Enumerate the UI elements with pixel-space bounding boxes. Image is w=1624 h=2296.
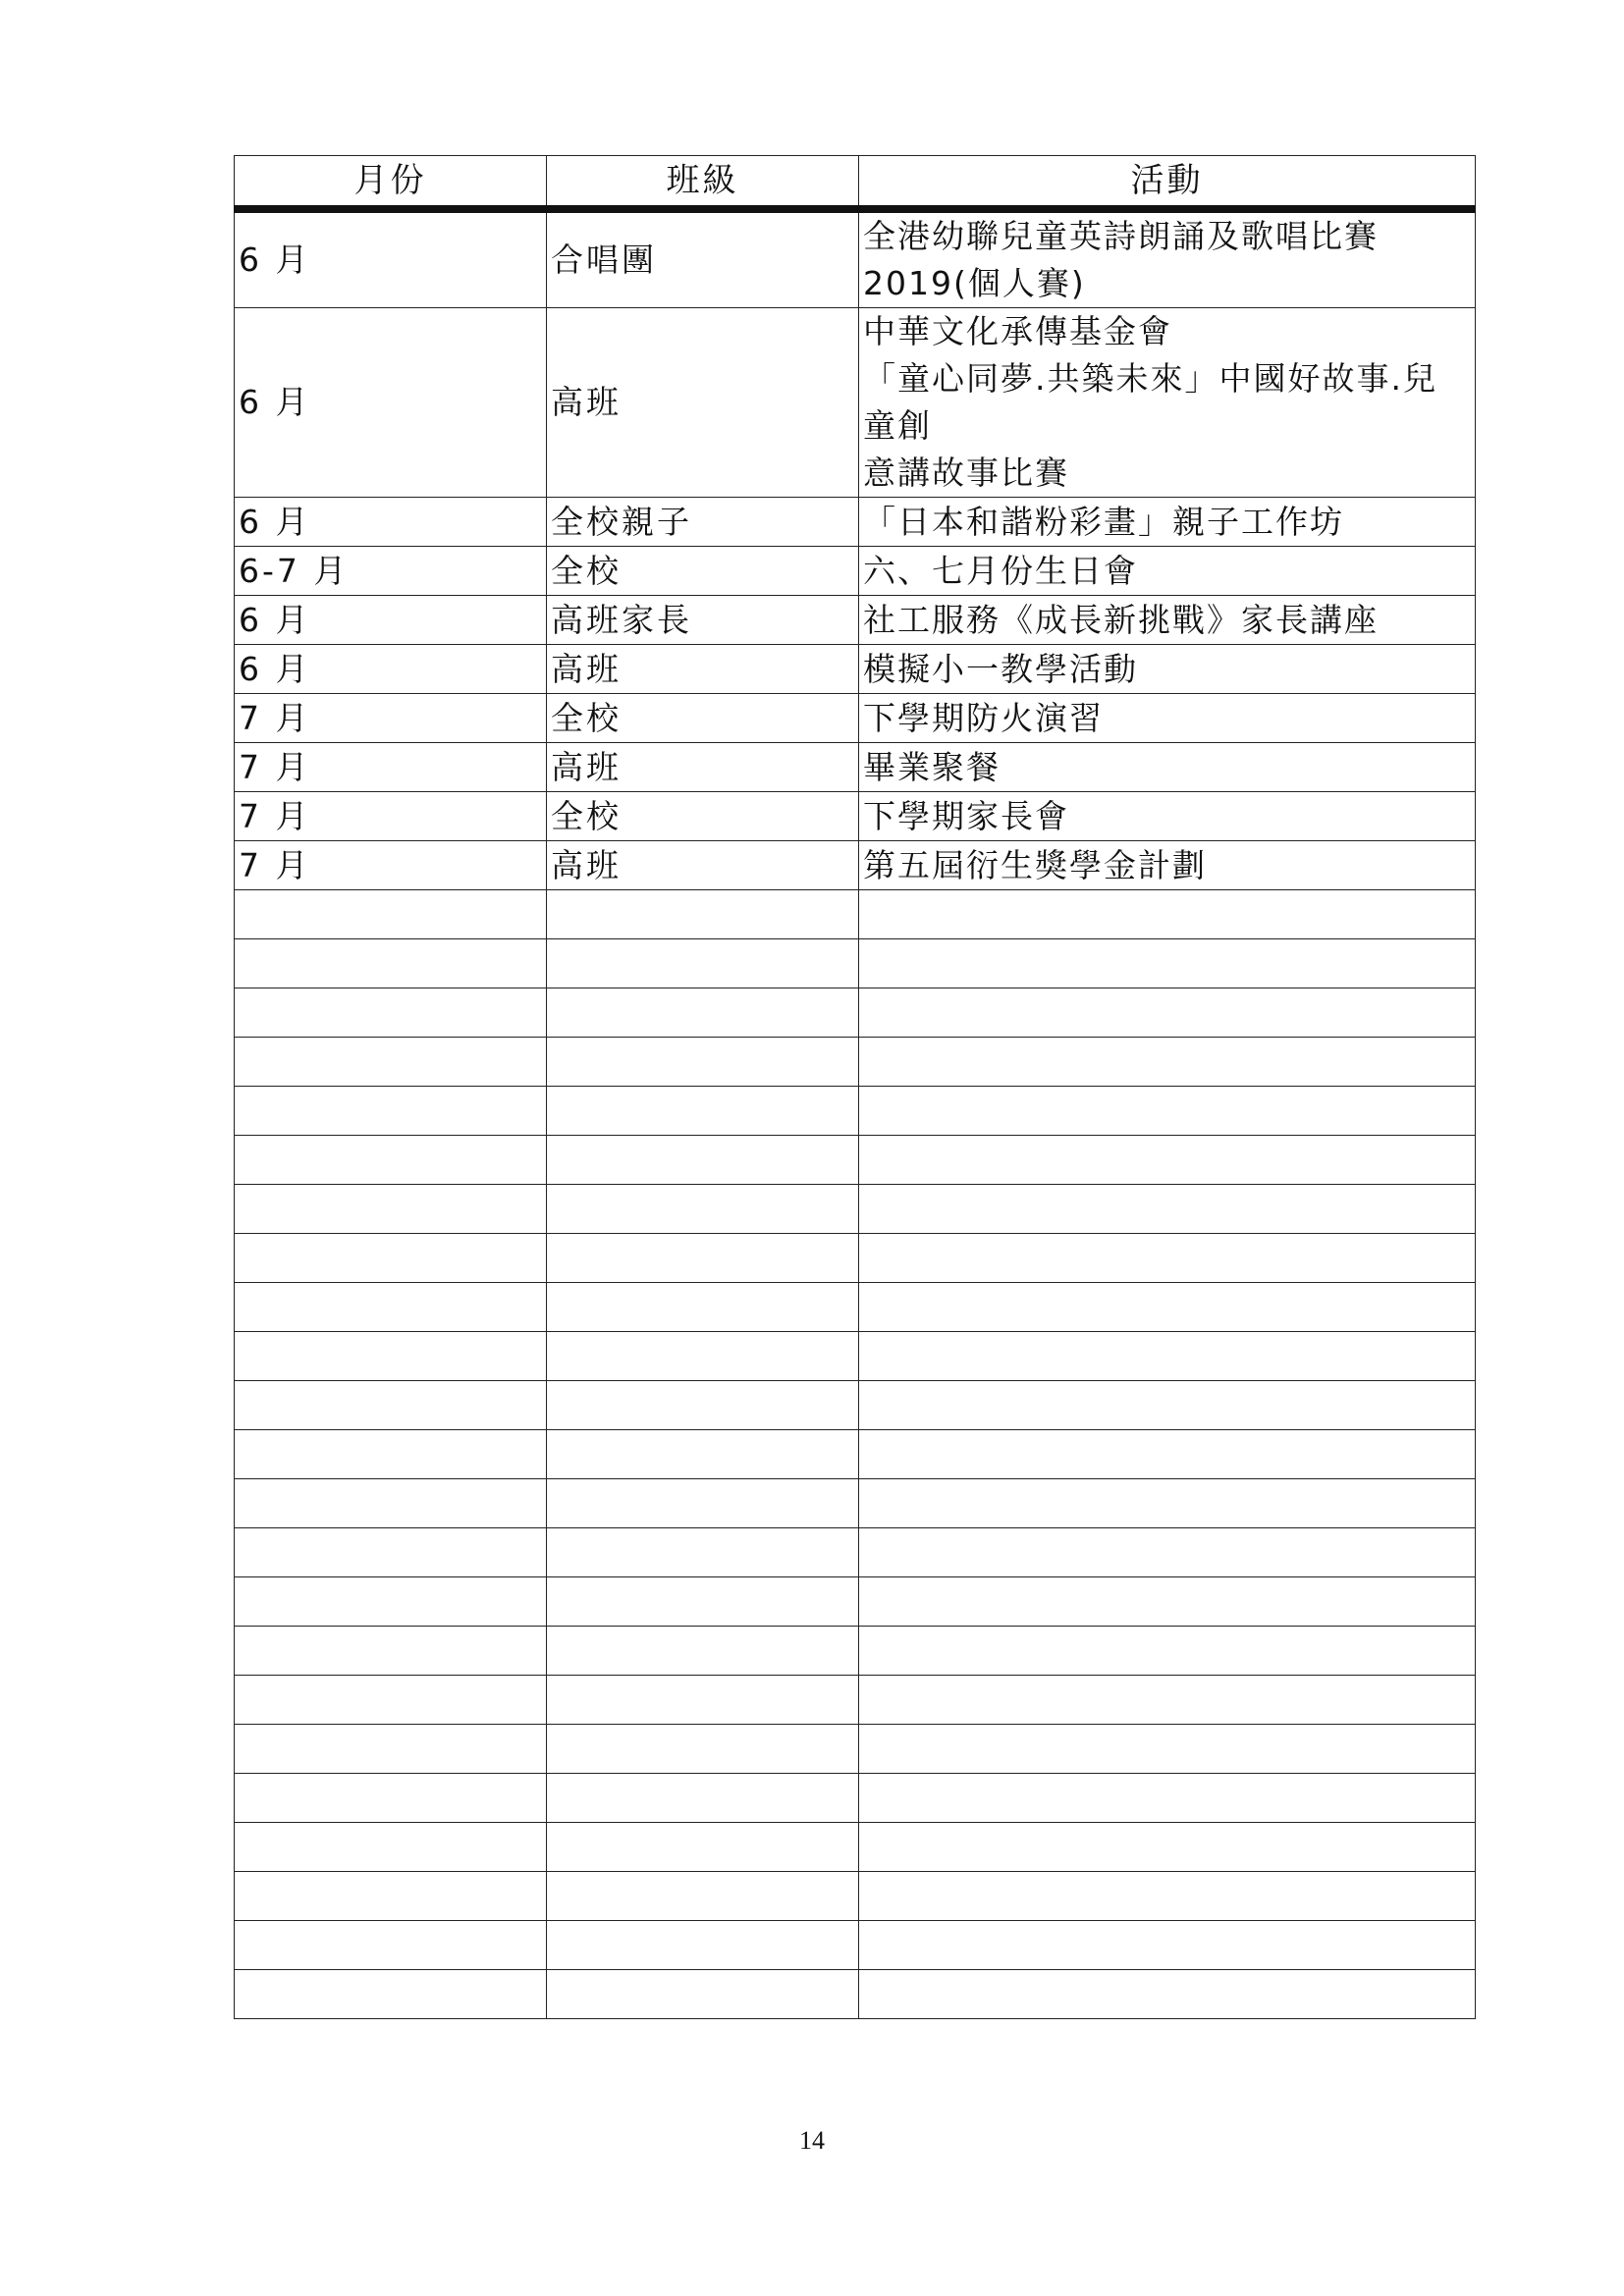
cell-class — [547, 890, 859, 939]
empty-table-row — [235, 1676, 1476, 1725]
page-number: 14 — [799, 2126, 825, 2155]
cell-activity — [859, 1087, 1476, 1136]
empty-table-row — [235, 988, 1476, 1038]
header-month: 月份 — [235, 156, 547, 210]
empty-table-row — [235, 890, 1476, 939]
cell-class — [547, 1627, 859, 1676]
cell-class — [547, 939, 859, 988]
cell-activity — [859, 1430, 1476, 1479]
activity-line: 中華文化承傳基金會 — [863, 312, 1172, 350]
empty-table-row — [235, 1970, 1476, 2019]
cell-activity — [859, 1038, 1476, 1087]
cell-activity — [859, 988, 1476, 1038]
cell-month — [235, 1136, 547, 1185]
cell-month — [235, 890, 547, 939]
cell-month — [235, 1283, 547, 1332]
cell-activity — [859, 1676, 1476, 1725]
empty-table-row — [235, 939, 1476, 988]
table-row — [235, 841, 1476, 890]
cell-month: 7 月 — [235, 792, 547, 841]
cell-class — [547, 1577, 859, 1627]
table-row — [235, 209, 1476, 308]
empty-table-row — [235, 1774, 1476, 1823]
cell-month: 6 月 — [235, 308, 547, 498]
cell-class — [547, 1234, 859, 1283]
empty-table-row — [235, 1234, 1476, 1283]
cell-activity — [859, 209, 1476, 308]
cell-class — [547, 1676, 859, 1725]
table-row — [235, 792, 1476, 841]
activity-line: 第五屆衍生獎學金計劃 — [863, 845, 1207, 884]
cell-activity — [859, 1185, 1476, 1234]
cell-month — [235, 1872, 547, 1921]
cell-class — [547, 1185, 859, 1234]
cell-activity — [859, 1872, 1476, 1921]
table-row — [235, 498, 1476, 547]
cell-month — [235, 1823, 547, 1872]
cell-activity — [859, 1479, 1476, 1528]
cell-month — [235, 1774, 547, 1823]
cell-month — [235, 1921, 547, 1970]
activity-line: 全港幼聯兒童英詩朗誦及歌唱比賽 — [863, 217, 1379, 255]
empty-table-row — [235, 1872, 1476, 1921]
cell-activity — [859, 1970, 1476, 2019]
cell-activity — [859, 1528, 1476, 1577]
empty-table-row — [235, 1430, 1476, 1479]
empty-table-row — [235, 1381, 1476, 1430]
cell-month — [235, 1038, 547, 1087]
cell-class — [547, 1774, 859, 1823]
empty-table-row — [235, 1823, 1476, 1872]
cell-activity — [859, 1136, 1476, 1185]
cell-activity — [859, 645, 1476, 694]
empty-table-row — [235, 1627, 1476, 1676]
cell-class: 全校 — [547, 547, 859, 596]
cell-class: 高班 — [547, 308, 859, 498]
table-row — [235, 596, 1476, 645]
cell-class: 合唱團 — [547, 209, 859, 308]
cell-class: 全校 — [547, 694, 859, 743]
activity-line: 畢業聚餐 — [863, 747, 1001, 786]
cell-activity — [859, 1921, 1476, 1970]
table-body — [235, 209, 1476, 2019]
cell-month — [235, 1332, 547, 1381]
cell-class — [547, 1872, 859, 1921]
cell-activity — [859, 1381, 1476, 1430]
table-row — [235, 547, 1476, 596]
cell-activity — [859, 890, 1476, 939]
cell-class — [547, 1332, 859, 1381]
cell-month — [235, 1970, 547, 2019]
cell-activity — [859, 547, 1476, 596]
cell-month — [235, 1676, 547, 1725]
cell-class: 全校 — [547, 792, 859, 841]
cell-month — [235, 1627, 547, 1676]
table-header-row — [235, 156, 1476, 210]
activity-line: 意講故事比賽 — [863, 454, 1069, 492]
cell-month — [235, 1528, 547, 1577]
cell-activity — [859, 1627, 1476, 1676]
cell-class — [547, 1430, 859, 1479]
empty-table-row — [235, 1038, 1476, 1087]
cell-activity — [859, 792, 1476, 841]
table-row — [235, 645, 1476, 694]
cell-month — [235, 1234, 547, 1283]
cell-activity — [859, 743, 1476, 792]
cell-class — [547, 1038, 859, 1087]
activity-line: 「童心同夢.共築未來」中國好故事.兒童創 — [863, 359, 1437, 445]
cell-month: 6 月 — [235, 498, 547, 547]
empty-table-row — [235, 1479, 1476, 1528]
activity-line: 下學期防火演習 — [863, 698, 1104, 737]
cell-class: 高班家長 — [547, 596, 859, 645]
cell-class — [547, 1381, 859, 1430]
activity-line: 「日本和諧粉彩畫」親子工作坊 — [863, 502, 1344, 541]
header-class: 班級 — [547, 156, 859, 210]
cell-month — [235, 1185, 547, 1234]
cell-class — [547, 1921, 859, 1970]
cell-activity — [859, 939, 1476, 988]
cell-class — [547, 1823, 859, 1872]
cell-month — [235, 988, 547, 1038]
cell-month: 7 月 — [235, 743, 547, 792]
table-row — [235, 308, 1476, 498]
cell-activity — [859, 1283, 1476, 1332]
cell-month: 7 月 — [235, 841, 547, 890]
activity-line: 2019(個人賽) — [863, 264, 1086, 302]
cell-month: 6 月 — [235, 596, 547, 645]
cell-month: 7 月 — [235, 694, 547, 743]
cell-class — [547, 1087, 859, 1136]
cell-class — [547, 1479, 859, 1528]
cell-month — [235, 1087, 547, 1136]
empty-table-row — [235, 1921, 1476, 1970]
cell-month: 6-7 月 — [235, 547, 547, 596]
cell-activity — [859, 1332, 1476, 1381]
cell-class: 高班 — [547, 645, 859, 694]
activity-line: 六、七月份生日會 — [863, 551, 1138, 590]
cell-class — [547, 1528, 859, 1577]
cell-activity — [859, 498, 1476, 547]
activity-schedule-table — [234, 155, 1476, 2019]
cell-month: 6 月 — [235, 645, 547, 694]
cell-month: 6 月 — [235, 209, 547, 308]
cell-activity — [859, 694, 1476, 743]
cell-activity — [859, 596, 1476, 645]
cell-activity — [859, 1725, 1476, 1774]
activity-line: 下學期家長會 — [863, 796, 1069, 835]
cell-class: 全校親子 — [547, 498, 859, 547]
cell-month — [235, 1479, 547, 1528]
empty-table-row — [235, 1283, 1476, 1332]
table-row — [235, 743, 1476, 792]
empty-table-row — [235, 1185, 1476, 1234]
cell-class: 高班 — [547, 743, 859, 792]
empty-table-row — [235, 1528, 1476, 1577]
cell-activity — [859, 308, 1476, 498]
cell-activity — [859, 1234, 1476, 1283]
empty-table-row — [235, 1725, 1476, 1774]
cell-activity — [859, 841, 1476, 890]
empty-table-row — [235, 1577, 1476, 1627]
cell-class — [547, 1725, 859, 1774]
cell-month — [235, 1577, 547, 1627]
cell-class — [547, 1283, 859, 1332]
activity-line: 社工服務《成長新挑戰》家長講座 — [863, 600, 1379, 639]
cell-month — [235, 939, 547, 988]
cell-month — [235, 1430, 547, 1479]
cell-class: 高班 — [547, 841, 859, 890]
cell-month — [235, 1381, 547, 1430]
empty-table-row — [235, 1332, 1476, 1381]
cell-class — [547, 988, 859, 1038]
empty-table-row — [235, 1136, 1476, 1185]
empty-table-row — [235, 1087, 1476, 1136]
cell-class — [547, 1970, 859, 2019]
cell-activity — [859, 1774, 1476, 1823]
cell-activity — [859, 1823, 1476, 1872]
table-row — [235, 694, 1476, 743]
cell-activity — [859, 1577, 1476, 1627]
cell-month — [235, 1725, 547, 1774]
header-activity: 活動 — [859, 156, 1476, 210]
cell-class — [547, 1136, 859, 1185]
activity-line: 模擬小一教學活動 — [863, 649, 1138, 688]
